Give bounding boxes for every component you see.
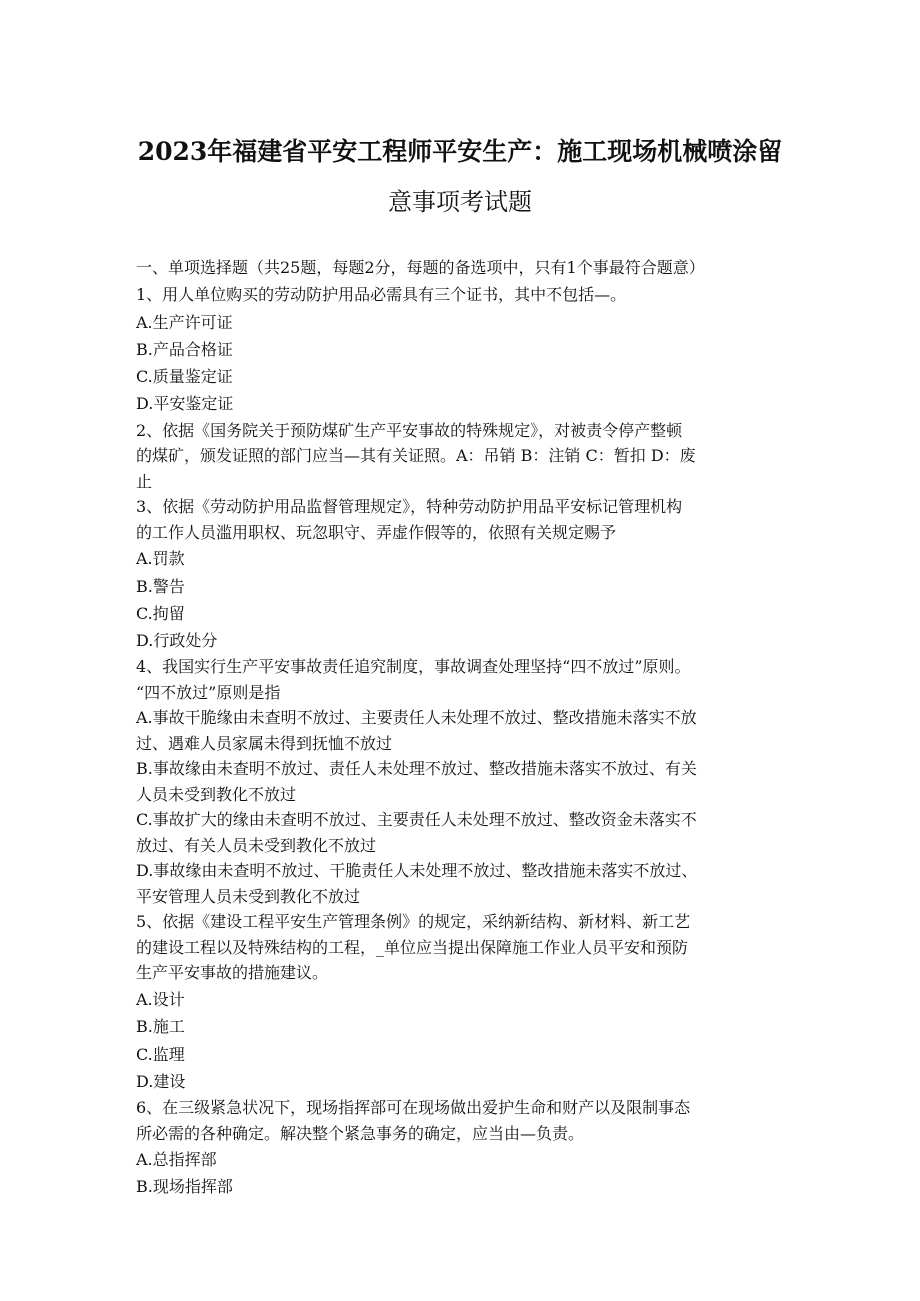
option-line: B.警告 [136, 576, 185, 596]
text-line: 的煤矿，颁发证照的部门应当—其有关证照。A：吊销 B：注销 C：暂扣 D：废 [136, 446, 696, 466]
option-line: B.现场指挥部 [136, 1177, 233, 1197]
option-line: B.施工 [136, 1017, 185, 1037]
section-header: 一、单项选择题（共25题，每题2分，每题的备选项中，只有1个事最符合题意） [136, 258, 705, 277]
text-line: 4、我国实行生产平安事故责任追究制度，事故调查处理坚持“四不放过”原则。 [136, 657, 691, 677]
option-line: D.建设 [136, 1071, 186, 1091]
text-line: “四不放过”原则是指 [136, 682, 281, 702]
option-line: B.事故缘由未查明不放过、责任人未处理不放过、整改措施未落实不放过、有关 [136, 759, 697, 779]
option-line: A.罚款 [136, 549, 185, 569]
text-line: 人员未受到教化不放过 [136, 784, 297, 804]
text-line: 放过、有关人员未受到教化不放过 [136, 835, 377, 855]
option-line: D.行政处分 [136, 631, 218, 651]
option-line: D.事故缘由未查明不放过、干脆责任人未处理不放过、整改措施未落实不放过、 [136, 861, 698, 881]
option-line: C.质量鉴定证 [136, 367, 233, 387]
option-line: C.监理 [136, 1044, 185, 1064]
option-line: A.总指挥部 [136, 1150, 217, 1170]
text-line: 3、依据《劳动防护用品监督管理规定》，特种劳动防护用品平安标记管理机构 [136, 497, 683, 517]
text-line: 的建设工程以及特殊结构的工程，_单位应当提出保障施工作业人员平安和预防 [136, 937, 689, 957]
document-title-line-2: 意事项考试题 [388, 188, 532, 216]
question-list [136, 254, 786, 1201]
text-line: 2、依据《国务院关于预防煤矿生产平安事故的特殊规定》，对被责令停产整顿 [136, 420, 683, 440]
text-line: 1、用人单位购买的劳动防护用品必需具有三个证书，其中不包括—。 [136, 285, 627, 305]
text-line: 所必需的各种确定。解决整个紧急事务的确定，应当由—负责。 [136, 1123, 585, 1143]
option-line: A.事故干脆缘由未查明不放过、主要责任人未处理不放过、整改措施未落实不放 [136, 708, 697, 728]
text-line: 过、遇难人员家属未得到抚恤不放过 [136, 733, 393, 753]
text-line: 5、依据《建设工程平安生产管理条例》的规定，采纳新结构、新材料、新工艺 [136, 912, 691, 932]
text-line: 的工作人员滥用职权、玩忽职守、弄虚作假等的，依照有关规定赐予 [136, 522, 617, 542]
text-line: 平安管理人员未受到教化不放过 [136, 886, 361, 906]
text-line: 生产平安事故的措施建议。 [136, 963, 329, 983]
option-line: C.事故扩大的缘由未查明不放过、主要责任人未处理不放过、整改资金未落实不 [136, 810, 697, 830]
option-line: B.产品合格证 [136, 339, 233, 359]
option-line: D.平安鉴定证 [136, 394, 234, 414]
text-line: 6、在三级紧急状况下，现场指挥部可在现场做出爱护生命和财产以及限制事态 [136, 1098, 691, 1118]
text-line: 止 [136, 471, 153, 491]
option-line: A.生产许可证 [136, 312, 233, 332]
option-line: A.设计 [136, 989, 185, 1009]
document-title-line-1: 2023年福建省平安工程师平安生产：施工现场机械喷涂留 [137, 137, 783, 166]
option-line: C.拘留 [136, 603, 185, 623]
